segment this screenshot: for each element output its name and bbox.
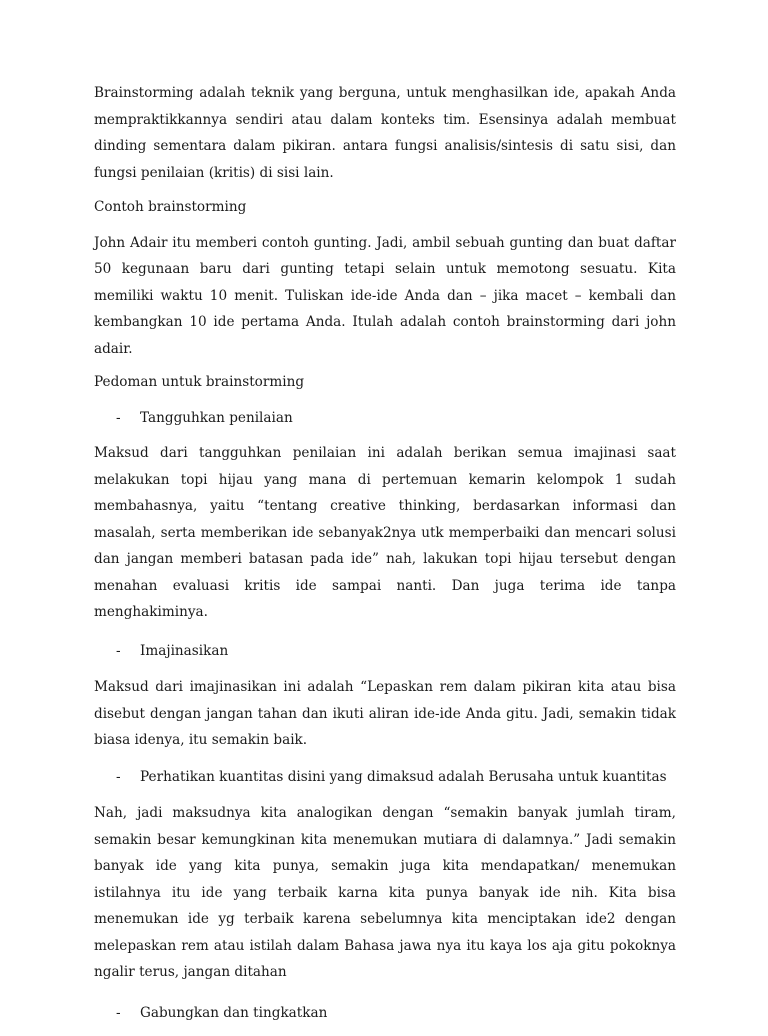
- bullet-item-gabungkan: [116, 1000, 676, 1027]
- bullet-item-imajinasikan: [116, 638, 676, 665]
- intro-paragraph: [94, 80, 676, 186]
- bullet-dash: -: [116, 409, 121, 426]
- bullet-title: Gabungkan dan tingkatkan: [140, 1004, 328, 1021]
- bullet-title: Imajinasikan: [140, 642, 229, 659]
- intro-light-text: antara fungsi analisis/sintesis di satu sisi, dan fungsi penilaian (kritis) di sisi lain.: [94, 138, 676, 181]
- bullet-dash: -: [116, 1004, 121, 1021]
- intro-bold-text: Brainstorming adalah teknik yang berguna, untuk menghasilkan ide, apakah Anda mempraktikkannya sendiri atau dalam konteks tim. Esensinya adalah membuat dinding sementara dalam pikiran.: [94, 85, 676, 154]
- bullet-item-tangguhkan: [116, 405, 676, 432]
- paragraph-imajinasikan: Maksud dari imajinasikan ini adalah “Lepaskan rem dalam pikiran kita atau bisa disebut dengan jangan tahan dan ikuti aliran ide-ide Anda gitu. Jadi, semakin tidak biasa idenya, itu semakin baik.: [94, 679, 676, 748]
- bullet-dash: -: [116, 768, 121, 785]
- document-page: [94, 80, 676, 1036]
- paragraph-kuantitas: Nah, jadi maksudnya kita analogikan dengan “semakin banyak jumlah tiram, semakin besar kemungkinan kita menemukan mutiara di dalamnya.” Jadi semakin banyak ide yang kita punya, semakin juga kita mendapatkan/ menemukan istilahnya itu ide yang terbaik karna kita punya banyak ide nih. Kita bisa menemukan ide yg terbaik karena sebelumnya kita menciptakan ide2 dengan melepaskan rem atau istilah dalam Bahasa jawa nya itu kaya los aja gitu pokoknya ngalir terus, jangan ditahan: [94, 805, 676, 980]
- section-heading-pedoman: Pedoman untuk brainstorming: [94, 374, 305, 390]
- bullet-title: Perhatikan kuantitas disini yang dimaksud adalah Berusaha untuk kuantitas: [140, 768, 667, 785]
- paragraph-tangguhkan: Maksud dari tangguhkan penilaian ini adalah berikan semua imajinasi saat melakukan topi hijau yang mana di pertemuan kemarin kelompok 1 sudah membahasnya, yaitu “tentang creative thinking, berdasarkan informasi dan masalah, serta memberikan ide sebanyak2nya utk memperbaiki dan mencari solusi dan jangan memberi batasan pada ide” nah, lakukan topi hijau tersebut dengan menahan evaluasi kritis ide sampai nanti. Dan juga terima ide tanpa menghakiminya.: [94, 445, 676, 620]
- bullet-dash: -: [116, 642, 121, 659]
- section-heading-contoh: Contoh brainstorming: [94, 199, 247, 215]
- paragraph-john-adair: John Adair itu memberi contoh gunting. Jadi, ambil sebuah gunting dan buat daftar 50 kegunaan baru dari gunting tetapi selain untuk memotong sesuatu. Kita memiliki waktu 10 menit. Tuliskan ide-ide Anda dan – jika macet – kembali dan kembangkan 10 ide pertama Anda. Itulah adalah contoh brainstorming dari john adair.: [94, 234, 676, 357]
- bullet-title: Tangguhkan penilaian: [140, 409, 293, 426]
- bullet-item-kuantitas: [116, 764, 676, 791]
